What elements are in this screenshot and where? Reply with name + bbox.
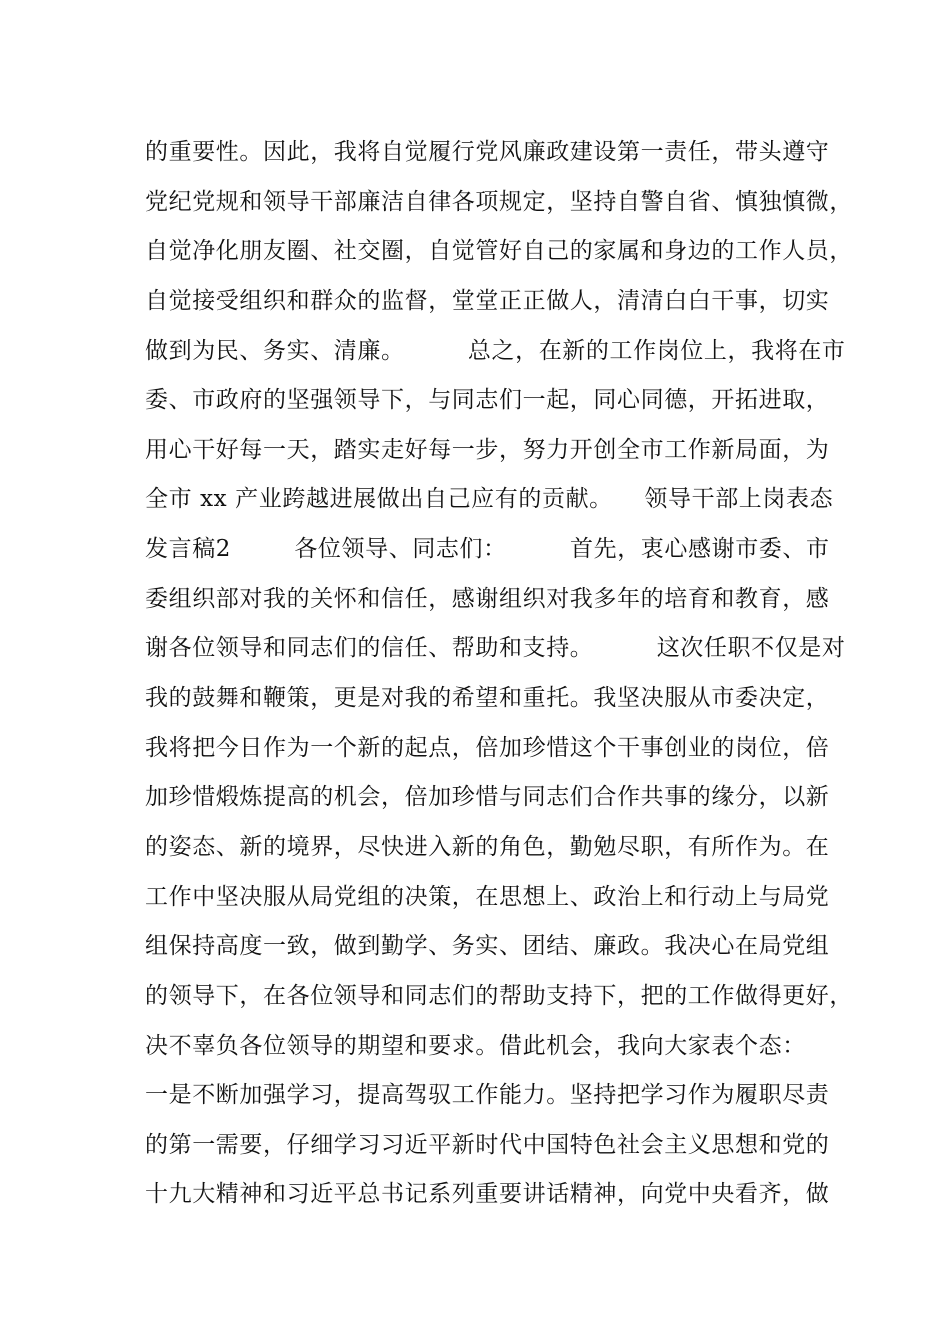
text-line: 组保持高度一致，做到勤学、务实、团结、廉政。我决心在局党组 [145,933,830,960]
text-line: 的姿态、新的境界，尽快进入新的角色，勤勉尽职，有所作为。在 [145,833,830,860]
text-line: 党纪党规和领导干部廉洁自律各项规定，坚持自警自省、慎独慎微， [145,188,853,215]
text-line: 委、市政府的坚强领导下，与同志们一起，同心同德，开拓进取， [145,387,830,414]
text-line: 自觉接受组织和群众的监督，堂堂正正做人，清清白白干事，切实 [145,287,830,314]
text-line: 用心干好每一天，踏实走好每一步，努力开创全市工作新局面，为 [145,436,830,463]
text-line: 发言稿2 各位领导、同志们： 首先，衷心感谢市委、市 [145,536,830,563]
text-line: 委组织部对我的关怀和信任，感谢组织对我多年的培育和教育，感 [145,585,830,612]
text-line: 做到为民、务实、清廉。 总之，在新的工作岗位上，我将在市 [145,337,846,364]
text-line: 自觉净化朋友圈、社交圈，自觉管好自己的家属和身边的工作人员， [145,238,853,265]
text-line: 我的鼓舞和鞭策，更是对我的希望和重托。我坚决服从市委决定， [145,685,830,712]
text-line: 的领导下，在各位领导和同志们的帮助支持下，把的工作做得更好， [145,982,853,1009]
text-line: 十九大精神和习近平总书记系列重要讲话精神，向党中央看齐，做 [145,1181,830,1208]
text-line: 的重要性。因此，我将自觉履行党风廉政建设第一责任，带头遵守 [145,139,830,165]
text-line: 加珍惜煅炼提高的机会，倍加珍惜与同志们合作共事的缘分，以新 [145,784,830,811]
text-line: 一是不断加强学习，提高驾驭工作能力。坚持把学习作为履职尽责 [145,1082,830,1109]
text-line: 我将把今日作为一个新的起点，倍加珍惜这个干事创业的岗位，倍 [145,734,830,761]
text-line: 工作中坚决服从局党组的决策，在思想上、政治上和行动上与局党 [145,883,830,910]
text-line: 决不辜负各位领导的期望和要求。借此机会，我向大家表个态： [145,1032,806,1059]
text-line: 全市 xx 产业跨越进展做出自己应有的贡献。 领导干部上岗表态 [145,486,834,513]
body-text [145,128,853,1220]
text-line: 的第一需要，仔细学习习近平新时代中国特色社会主义思想和党的 [145,1131,830,1158]
text-line: 谢各位领导和同志们的信任、帮助和支持。 这次任职不仅是对 [145,635,846,662]
